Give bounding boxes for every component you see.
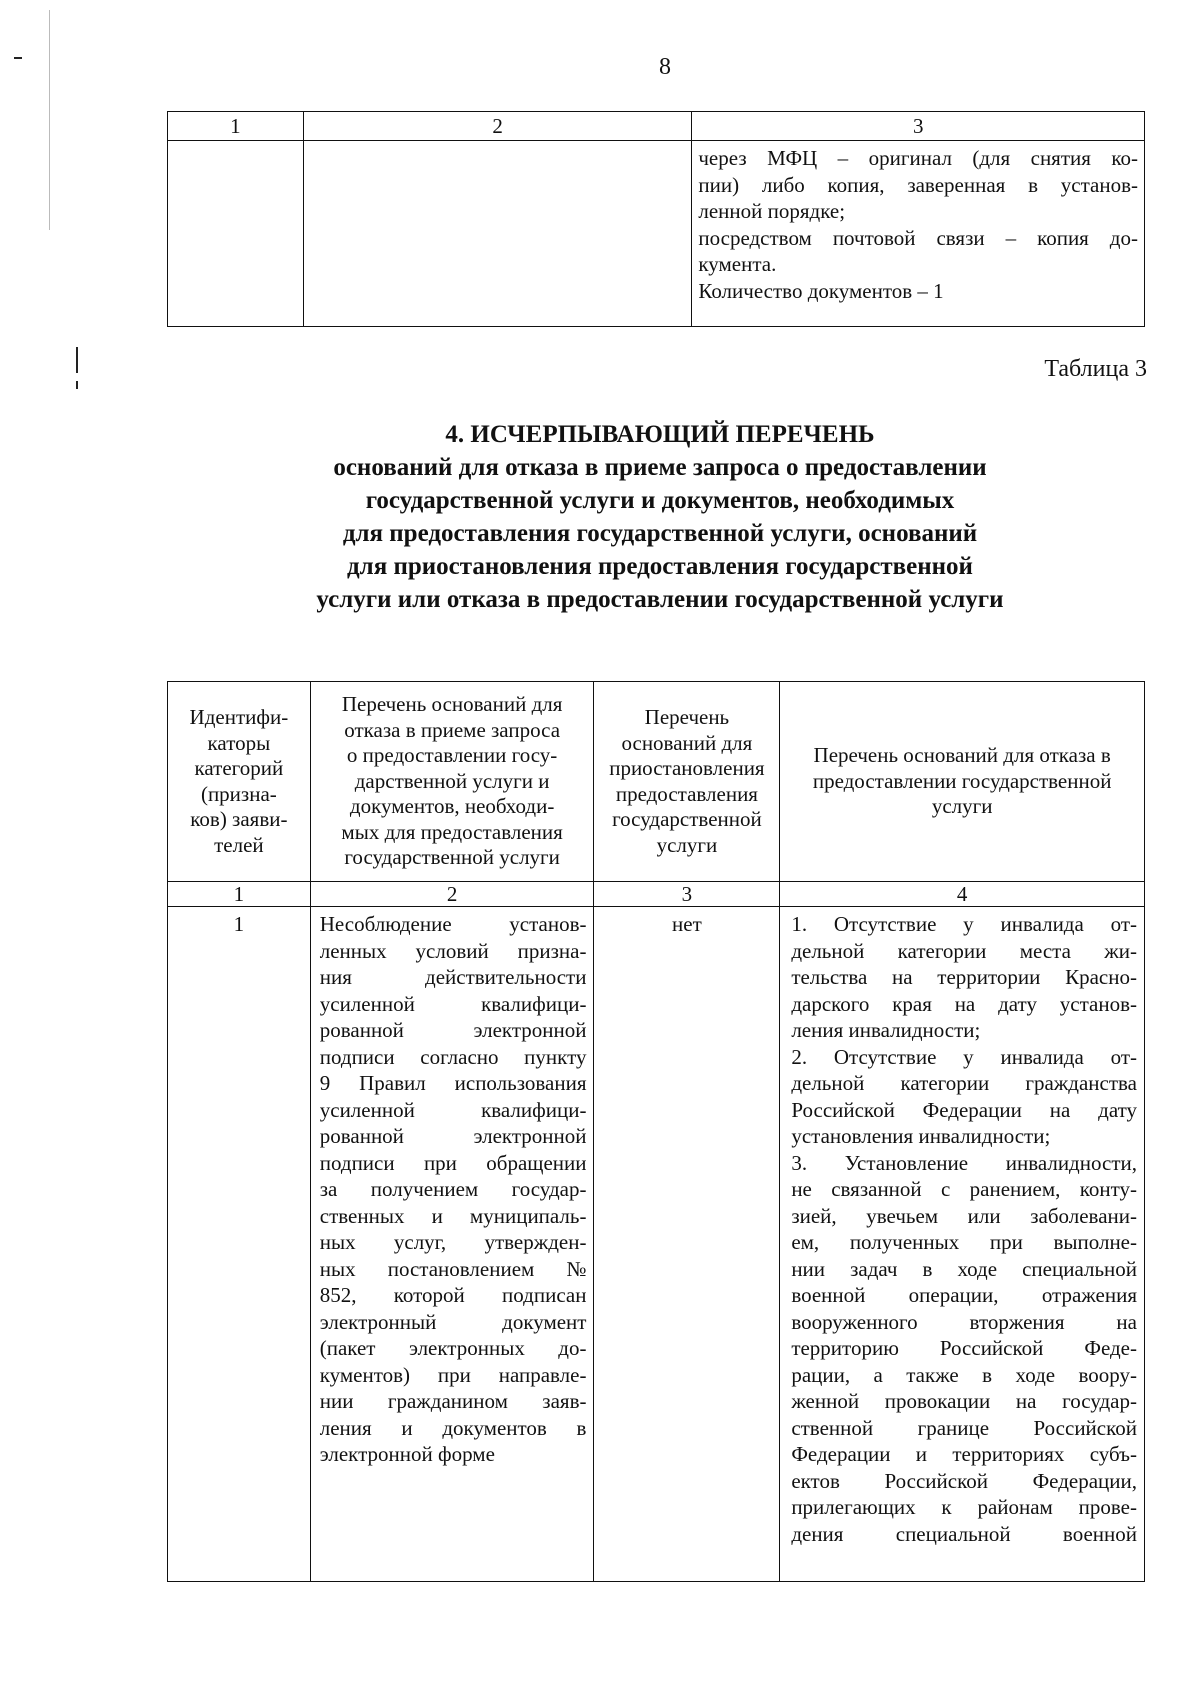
submission-methods-cell [692,141,1145,327]
text-line: женной провокации на государ- [791,1389,1137,1413]
page-number: 8 [659,54,671,80]
header-line: (призна- [200,781,277,806]
text-line: ектов Российской Федерации, [791,1468,1137,1493]
column-number: 1 [168,112,304,141]
text-line: ных постановлением № [319,1256,587,1281]
header-cell-suspension-grounds [594,682,780,882]
text-line: ных услуг, утвержден- [319,1230,587,1254]
header-cell-denial-grounds [780,682,1145,882]
text-line: ления и документов в [319,1415,587,1440]
section-heading [160,418,1160,616]
column-number: 3 [692,112,1145,141]
header-line: Перечень [644,705,730,729]
suspension-grounds-cell: нет [594,907,780,1582]
table-row [168,141,1145,327]
text-line: рации, а также в ходе воору- [791,1362,1137,1387]
text-line: военной операции, отражения [791,1283,1137,1307]
column-number-row [168,882,1145,907]
category-id-cell: 1 [168,907,311,1582]
text-line: зией, увечьем или заболевани- [791,1203,1137,1228]
text-line: электронный документ [319,1309,587,1334]
text-line: ния действительности [319,965,587,989]
text-line: ленных условий призна- [319,938,587,963]
scan-mark [49,10,50,230]
heading-line: услуги или отказа в предоставлении государственной услуги [316,586,1004,613]
text-line: (пакет электронных до- [319,1336,587,1360]
text-line: дения специальной военной [791,1521,1137,1546]
column-number: 3 [594,882,780,907]
text-line: дарского края на дату установ- [791,991,1137,1016]
header-cell-identifiers [168,682,311,882]
header-line: каторы [207,730,271,755]
header-line: Перечень оснований для [341,692,563,717]
text-line: 852, которой подписан [319,1283,587,1307]
text-line: нии задач в ходе специальной [791,1256,1137,1281]
text-line: рованной электронной [319,1018,587,1042]
heading-line: для приостановления предоставления государственной [347,553,973,580]
denial-grounds-cell [780,907,1145,1582]
header-line: предоставлении государственной [812,768,1112,793]
header-line: дарственной услуги и [354,768,550,793]
header-line: Перечень оснований для отказа в [813,743,1111,768]
text-line: прилегающих к районам прове- [791,1495,1137,1519]
table-cell [168,141,304,327]
table-header-row [168,112,1145,141]
column-number: 2 [310,882,594,907]
text-line: территорию Российской Феде- [791,1336,1137,1360]
header-line: отказа в приеме запроса [344,717,561,742]
refusal-grounds-cell [310,907,594,1582]
text-line: усиленной квалифици- [319,991,587,1016]
text-line: рованной электронной [319,1124,587,1148]
header-line: услуги [931,794,993,819]
column-number: 2 [303,112,692,141]
text-line: 2. Отсутствие у инвалида от- [791,1044,1137,1069]
header-line: предоставления [615,781,758,806]
text-line: Федерации и территориях субъ- [791,1442,1137,1466]
text-line: усиленной квалифици- [319,1097,587,1122]
text-line: 9 Правил использования [319,1071,587,1095]
header-line: приостановления [609,756,765,780]
text-line: посредством почтовой связи – копия до- [698,225,1138,250]
grounds-table [167,681,1145,1582]
heading-line: государственной услуги и документов, необходимых [365,487,955,514]
text-line: кумента. [698,252,777,276]
column-number: 4 [780,882,1145,907]
scan-mark [76,347,78,373]
text-line: ственных и муниципаль- [319,1203,587,1228]
text-line: 3. Установление инвалидности, [791,1150,1137,1175]
text-line: Количество документов – 1 [698,278,944,303]
table-cell [303,141,692,327]
text-line: нии гражданином заяв- [319,1389,587,1413]
text-line: ственной границе Российской [791,1415,1137,1440]
header-line: оснований для [621,730,753,755]
heading-line: 4. ИСЧЕРПЫВАЮЩИЙ ПЕРЕЧЕНЬ [445,421,875,448]
header-line: ков) заяви- [190,807,288,831]
text-line: Российской Федерации на дату [791,1097,1137,1122]
text-line: тельства на территории Красно- [791,965,1137,989]
column-number: 1 [168,882,311,907]
text-line: электронной форме [319,1442,495,1466]
header-cell-refusal-grounds [310,682,594,882]
text-line: за получением государ- [319,1177,587,1201]
table-label: Таблица 3 [1044,356,1147,382]
header-line: услуги [656,832,718,857]
text-line: дельной категории гражданства [791,1071,1137,1095]
header-line: государственной [612,807,762,831]
scan-mark [76,381,78,389]
text-line: через МФЦ – оригинал (для снятия ко- [698,146,1138,170]
text-line: кументов) при направле- [319,1362,587,1387]
header-line: мых для предоставления [341,819,563,844]
heading-line: оснований для отказа в приеме запроса о предоставлении [333,454,987,481]
text-line: Несоблюдение установ- [319,912,587,936]
text-line: установления инвалидности; [791,1124,1051,1148]
text-line: вооруженного вторжения на [791,1309,1137,1334]
text-line: пии) либо копия, заверенная в установ- [698,172,1138,197]
table-header-row [168,682,1145,882]
text-line: подписи при обращении [319,1150,587,1175]
text-line: ления инвалидности; [791,1018,981,1042]
header-line: Идентифи- [189,705,289,729]
heading-line: для предоставления государственной услуги, оснований [342,520,978,547]
text-line: не связанной с ранением, конту- [791,1177,1137,1201]
text-line: дельной категории места жи- [791,938,1137,963]
header-line: документов, необходи- [349,794,555,819]
text-line: подписи согласно пункту [319,1044,587,1069]
header-line: государственной услуги [344,845,560,870]
continuation-table [167,111,1145,327]
header-line: о предоставлении госу- [346,743,558,768]
header-line: категорий [194,756,284,780]
header-line: телей [214,832,264,857]
table-row [168,907,1145,1582]
text-line: 1. Отсутствие у инвалида от- [791,912,1137,936]
text-line: ем, полученных при выполне- [791,1230,1137,1254]
text-line: ленной порядке; [698,199,846,223]
